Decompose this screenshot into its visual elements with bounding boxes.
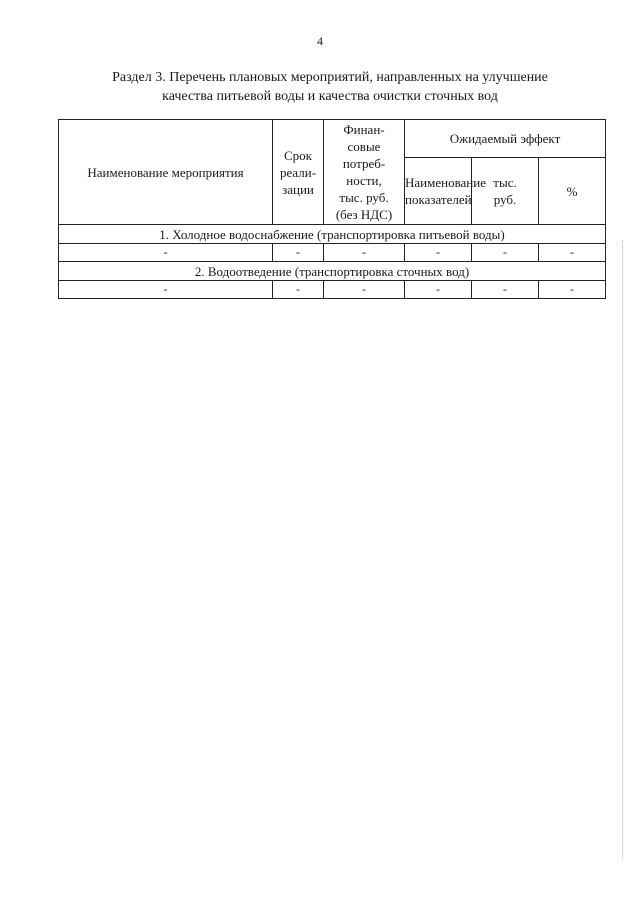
table-row <box>59 244 606 262</box>
cell-finance: - <box>324 281 405 299</box>
header-finance: Финан- совые потреб- ности, тыс. руб. (без НДС) <box>324 120 405 225</box>
section-title-wastewater: 2. Водоотведение (транспортировка сточных вод) <box>59 262 606 281</box>
header-term: Срок реали- зации <box>273 120 324 225</box>
scan-margin-dots <box>622 240 624 860</box>
section-title <box>60 68 600 106</box>
table-row <box>59 281 606 299</box>
header-indicator-name: Наименование показателей <box>405 158 472 225</box>
section-title-cold-water: 1. Холодное водоснабжение (транспортировка питьевой воды) <box>59 225 606 244</box>
header-expected-effect: Ожидаемый эффект <box>405 120 606 158</box>
cell-measure: - <box>59 281 273 299</box>
cell-finance: - <box>324 244 405 262</box>
header-measure-name: Наименование мероприятия <box>59 120 273 225</box>
cell-thousand-rub: - <box>472 281 539 299</box>
cell-indicator: - <box>405 281 472 299</box>
cell-thousand-rub: - <box>472 244 539 262</box>
header-percent: % <box>539 158 606 225</box>
cell-term: - <box>273 244 324 262</box>
cell-percent: - <box>539 281 606 299</box>
cell-indicator: - <box>405 244 472 262</box>
section-row-wastewater <box>59 262 606 281</box>
section-title-line-1: Раздел 3. Перечень плановых мероприятий, направленных на улучшение <box>112 70 548 85</box>
header-row-1 <box>59 120 606 158</box>
cell-measure: - <box>59 244 273 262</box>
page-number: 4 <box>317 34 323 48</box>
header-thousand-rub: тыс. руб. <box>472 158 539 225</box>
section-row-cold-water <box>59 225 606 244</box>
section-title-line-2: качества питьевой воды и качества очистки сточных вод <box>162 89 498 104</box>
measures-table <box>58 119 606 299</box>
cell-percent: - <box>539 244 606 262</box>
cell-term: - <box>273 281 324 299</box>
